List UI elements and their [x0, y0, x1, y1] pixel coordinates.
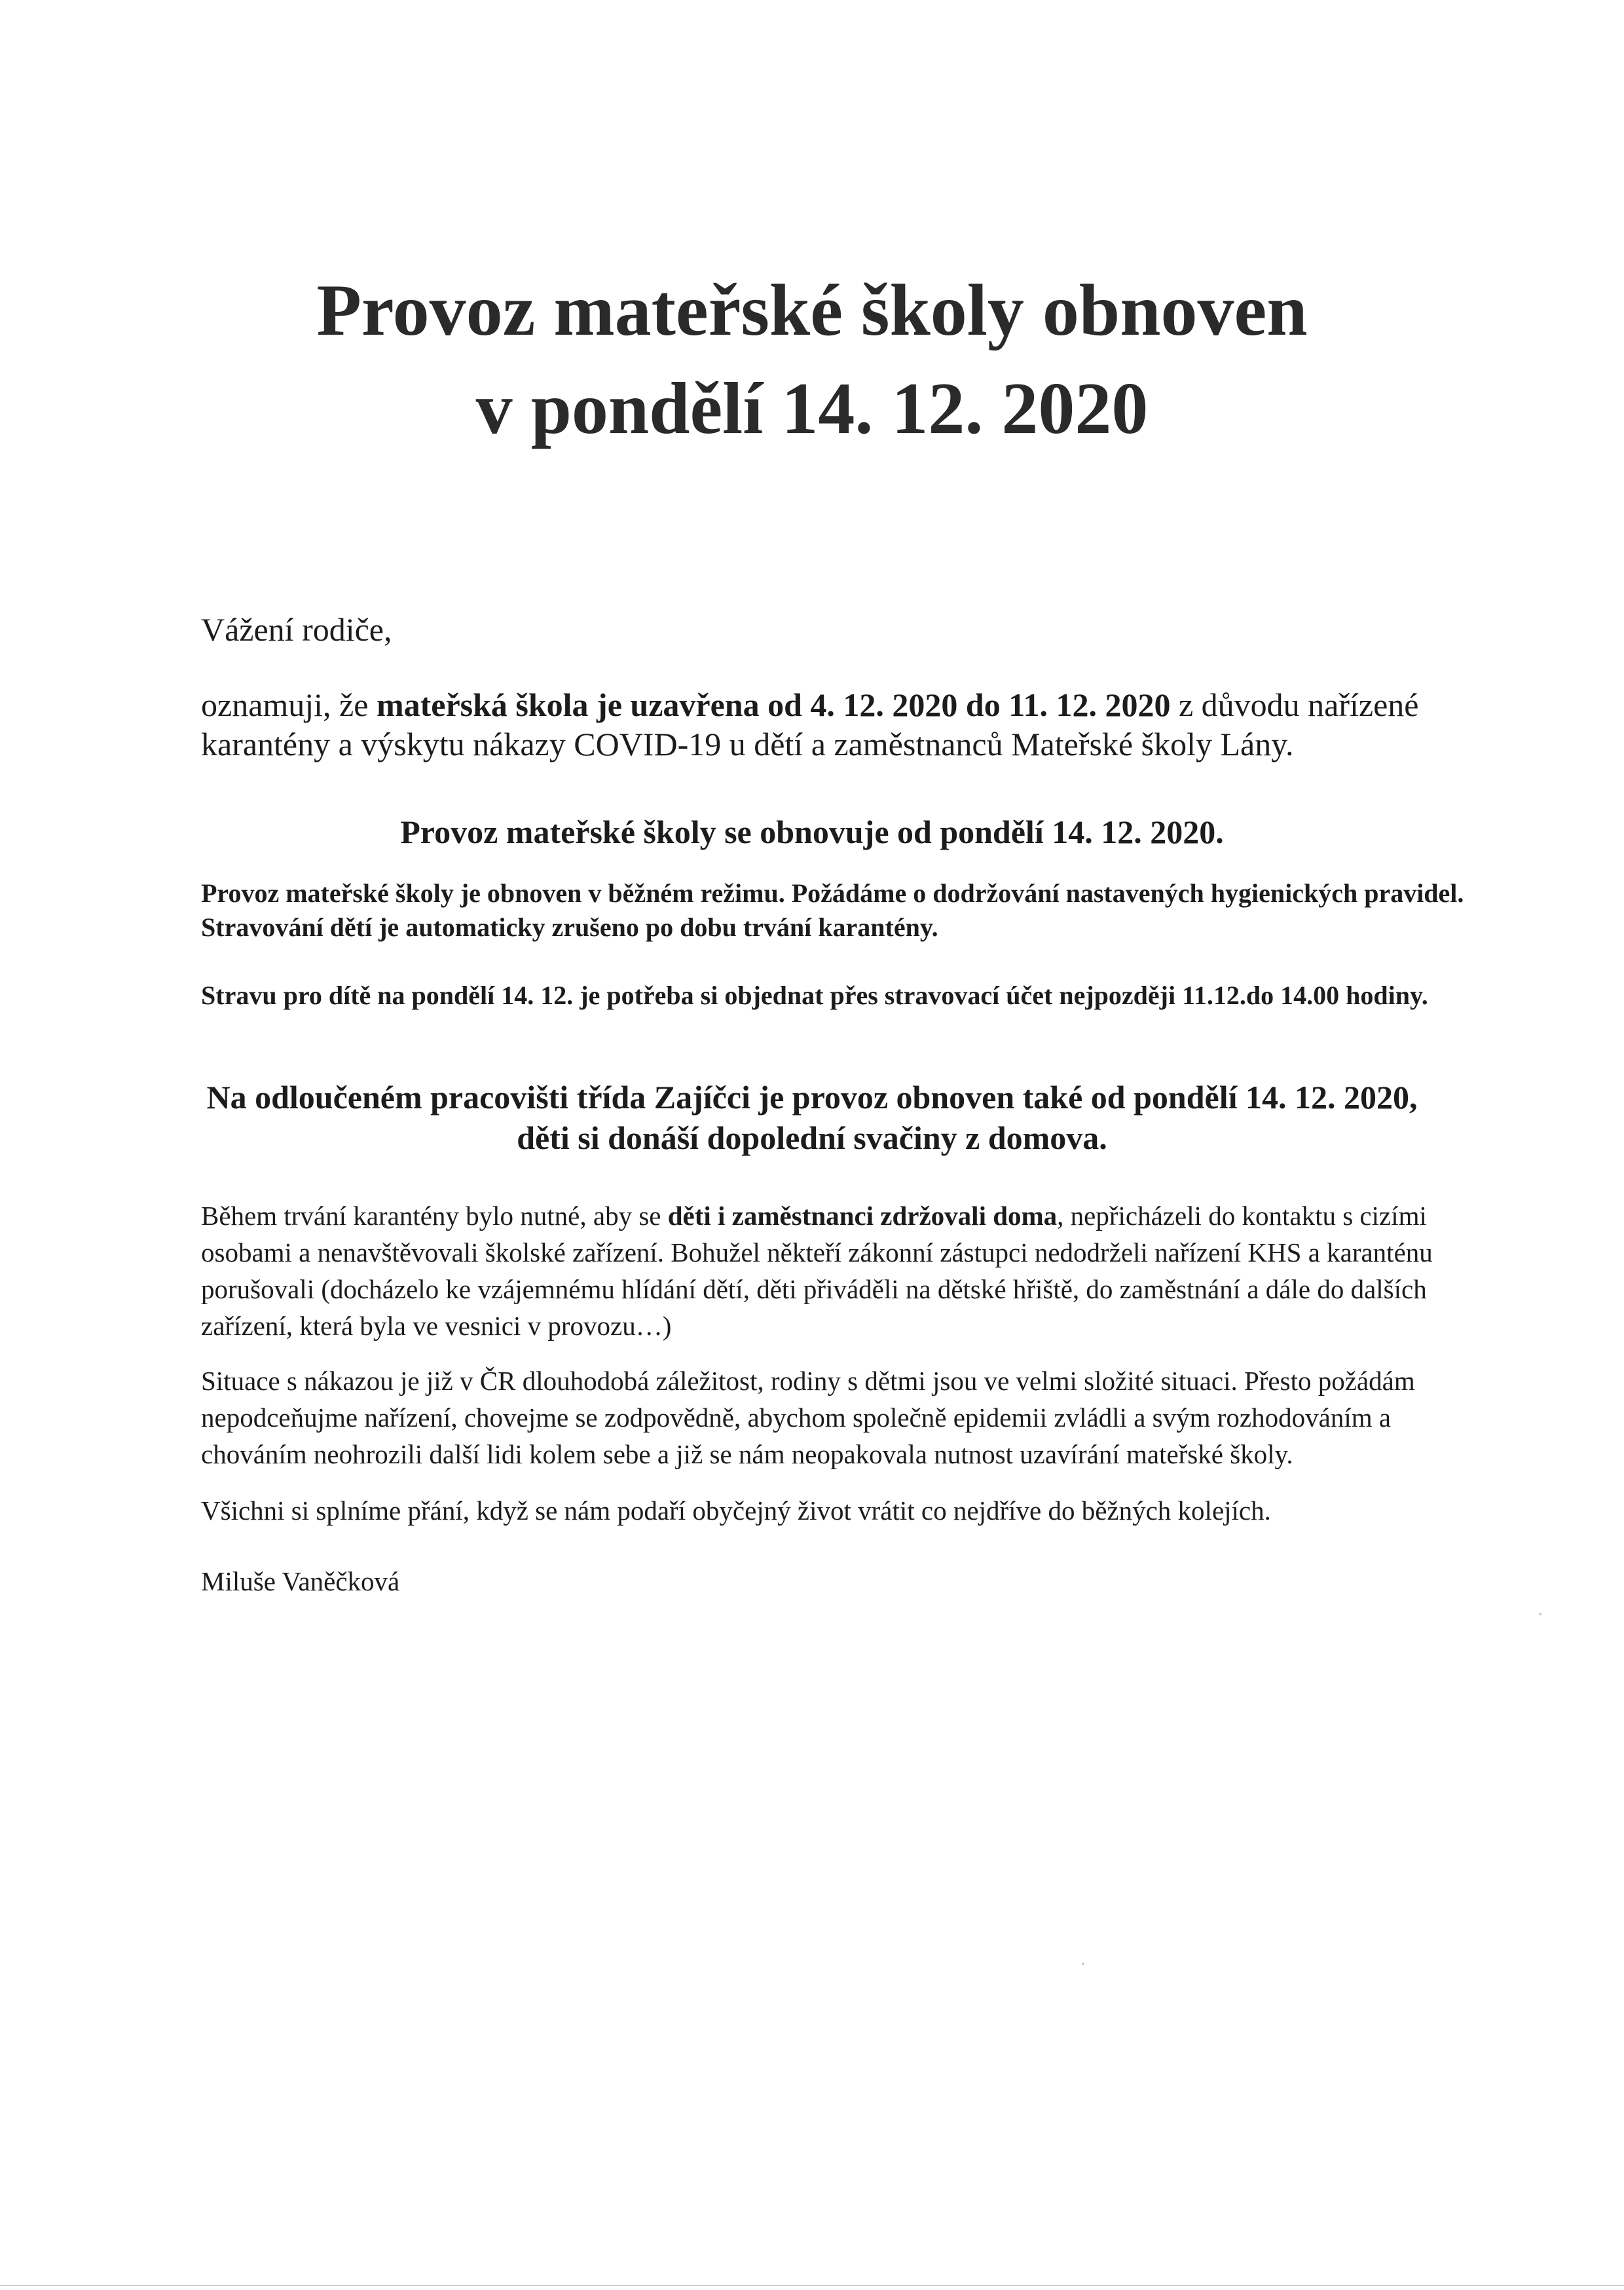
reopening-notice: Provoz mateřské školy se obnovuje od pondělí 14. 12. 2020. — [400, 814, 1224, 850]
wish-paragraph: Všichni si splníme přání, když se nám podaří obyčejný život vrátit co nejdříve do běžných kolejích. — [201, 1495, 1271, 1526]
quarantine-text-end: , nepřicházeli do kontaktu s cizími osobami a nenavštěvovali školské zařízení. Bohužel někteří zákonní zástupci nedodrželi nařízení KHS a karanténu porušovali (docházelo ke vzájemnému hlídání dětí, děti přiváděli na dětské hřiště, do zaměstnání a dále do dalších zařízení, která byla ve vesnici v provozu…) — [201, 1201, 1433, 1341]
intro-paragraph — [201, 685, 1465, 764]
greeting: Vážení rodiče, — [201, 611, 392, 648]
branch-notice-line-2: děti si donáší dopolední svačiny z domova. — [517, 1119, 1107, 1156]
scan-speck — [1082, 1962, 1084, 1965]
regime-paragraph: Provoz mateřské školy je obnoven v běžném režimu. Požádáme o dodržování nastavených hygienických pravidel. Stravování dětí je automaticky zrušeno po dobu trvání karantény. — [201, 878, 1464, 942]
quarantine-stay-home: děti i zaměstnanci zdržovali doma — [667, 1201, 1058, 1231]
intro-text-start: oznamuji, že — [201, 686, 377, 723]
situation-paragraph: Situace s nákazou je již v ČR dlouhodobá záležitost, rodiny s dětmi jsou ve velmi složité situaci. Přesto požádám nepodceňujme nařízení, chovejme se zodpovědně, abychom společně epidemii zvládli a svým rozhodováním a chováním neohrozili další lidi kolem sebe a již se nám neopakovala nutnost uzavírání mateřské školy. — [201, 1366, 1415, 1469]
signature: Miluše Vaněčková — [201, 1566, 400, 1596]
document-title-line-2: v pondělí 14. 12. 2020 — [475, 368, 1149, 449]
intro-text-end: z důvodu nařízené karantény a výskytu nákazy COVID-19 u dětí a zaměstnanců Mateřské školy Lány. — [201, 686, 1419, 762]
quarantine-paragraph — [201, 1197, 1465, 1344]
document-title-line-1: Provoz mateřské školy obnoven — [316, 270, 1308, 351]
quarantine-text-start: Během trvání karantény bylo nutné, aby se — [201, 1201, 668, 1231]
branch-notice — [0, 1077, 1624, 1158]
meals-paragraph: Stravu pro dítě na pondělí 14. 12. je potřeba si objednat přes stravovací účet nejpozději 11.12.do 14.00 hodiny. — [201, 981, 1428, 1010]
scan-speck — [1539, 1613, 1541, 1615]
branch-notice-line-1: Na odloučeném pracovišti třída Zajíčci je provoz obnoven také od pondělí 14. 12. 2020, — [206, 1079, 1418, 1116]
intro-closure-dates: mateřská škola je uzavřena od 4. 12. 2020 do 11. 12. 2020 — [376, 686, 1171, 723]
scan-edge-line — [0, 2285, 1624, 2286]
